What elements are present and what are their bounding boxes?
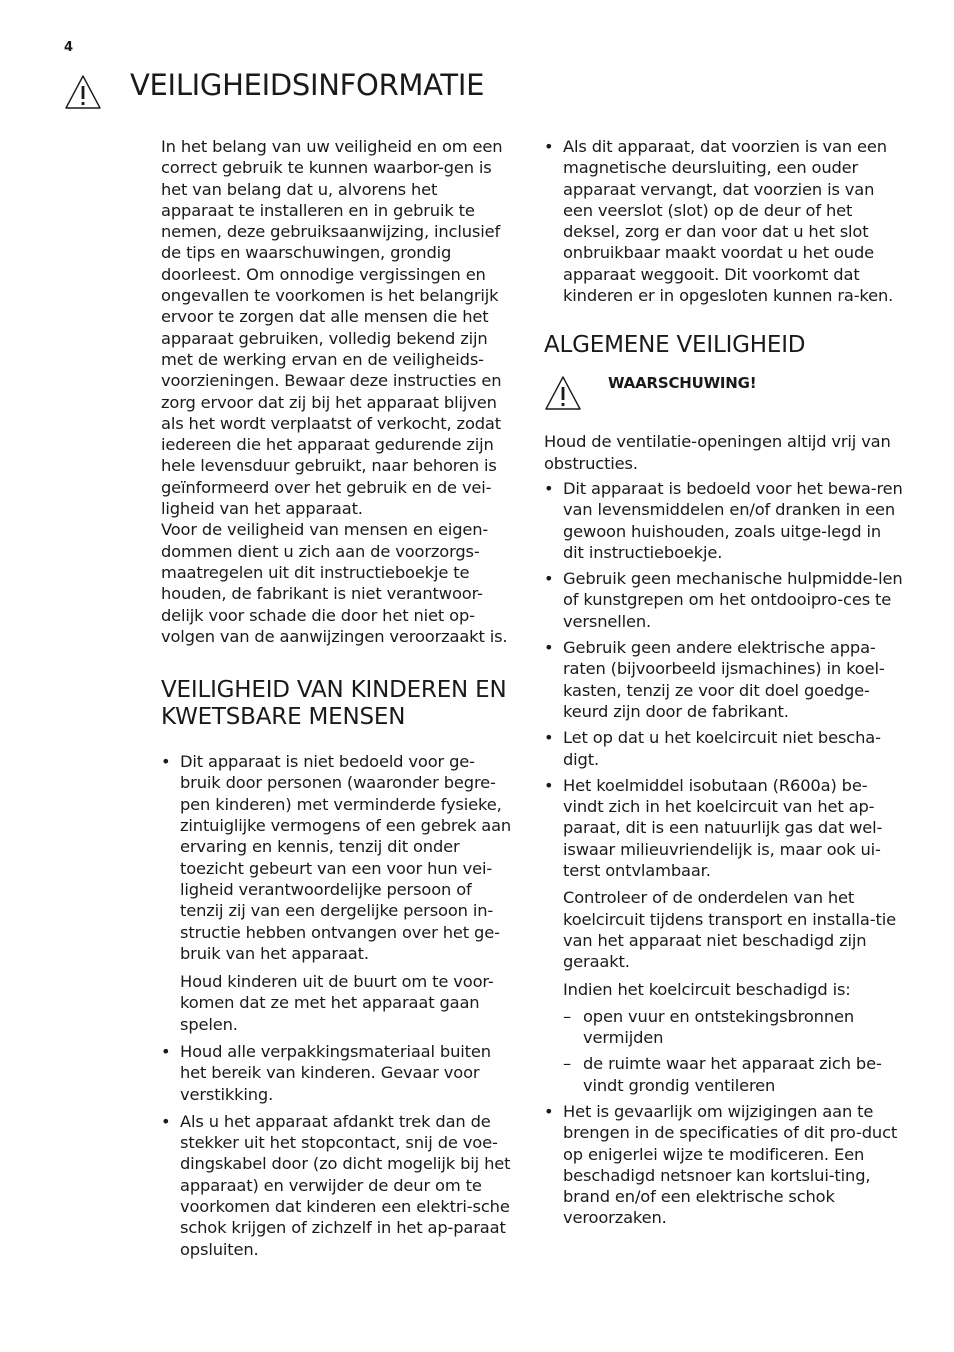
list-item-text: • Dit apparaat is niet bedoeld voor ge-bruik door personen (waaronder begre-pen kinderen) met verminderde fysieke, zintuiglijke vermogens of een gebrek aan ervaring en kennis, tenzij dit onder toezicht gebeurt van een voor hun vei-ligheid verantwoordelijke persoon of tenzij zij van een dergelijke persoon in-structie hebben ontvangen over het ge-bruik van het apparaat.: [180, 752, 512, 963]
list-item: [544, 568, 904, 632]
warning-notice: [544, 375, 904, 421]
list-item-text: • Let op dat u het koelcircuit niet bescha-digt.: [563, 728, 881, 769]
list-item-extra: Controleer of de onderdelen van het koelcircuit tijdens transport en installa-tie van het apparaat niet beschadigd zijn geraakt.: [563, 888, 896, 972]
right-column: [544, 136, 904, 1229]
warning-triangle-icon: [544, 375, 582, 411]
children-section-heading: VEILIGHEID VAN KINDEREN EN KWETSBARE MENSEN: [161, 677, 507, 731]
list-item-text: • Als u het apparaat afdankt trek dan de stekker uit het stopcontact, snij de voe-dingskabel door (zo dicht mogelijk bij het apparaat) en verwijder de deur om te voorkomen dat kinderen een elektri-sche schok krijgen of zichzelf in het ap-paraat opsluiten.: [180, 1111, 511, 1259]
children-safety-list: [161, 751, 513, 1260]
page-number: 4: [64, 40, 74, 55]
dash-list: [563, 1006, 904, 1096]
list-item: [544, 727, 904, 770]
list-item-text: • Het koelmiddel isobutaan (R600a) be-vindt zich in het koelcircuit van het ap-paraat, dit is een natuurlijk gas dat wel-iswaar milieuvriendelijk is, maar ook ui-terst ontvlambaar.: [563, 775, 883, 881]
list-item: [544, 1101, 904, 1229]
dash-item: [563, 1053, 904, 1096]
list-item-text: • Gebruik geen mechanische hulpmidde-len of kunstgrepen om het ontdooipro-ces te versnellen.: [563, 569, 903, 631]
list-item: [161, 1041, 513, 1105]
list-item: [544, 775, 904, 1096]
list-item: [161, 751, 513, 1035]
list-item: [161, 1111, 513, 1260]
general-safety-list: [544, 478, 904, 1229]
dash-item-text: open vuur en ontstekingsbronnen vermijden: [583, 1006, 855, 1048]
page-title: VEILIGHEIDSINFORMATIE: [130, 68, 485, 102]
list-item: [544, 136, 904, 306]
dash-item: [563, 1006, 904, 1049]
general-section-heading: ALGEMENE VEILIGHEID: [544, 332, 806, 359]
list-item-extra: Indien het koelcircuit beschadigd is:: [563, 979, 851, 999]
general-intro: Houd de ventilatie-openingen altijd vrij van obstructies.: [544, 432, 891, 473]
intro-paragraph: In het belang van uw veiligheid en om een correct gebruik te kunnen waarbor-gen is het van belang dat u, alvorens het apparaat te installeren en in gebruik te nemen, deze gebruiksaanwijzing, inclusief de tips en waarschuwingen, grondig doorleest. Om onnodige vergissingen en ongevallen te voorkomen is het belangrijk ervoor te zorgen dat alle mensen die het apparaat gebruiken, volledig bekend zijn met de werking ervan en de veiligheids-voorzieningen. Bewaar deze instructies en zorg ervoor dat zij bij het apparaat blijven als het wordt verplaatst of verkocht, zodat iedereen die het apparaat gedurende zijn hele levensduur gebruikt, naar behoren is geïnformeerd over het gebruik en de vei-ligheid van het apparaat.: [161, 137, 503, 519]
dash-item-text: de ruimte waar het apparaat zich be-vindt grondig ventileren: [583, 1054, 882, 1095]
children-safety-list-continued: [544, 136, 904, 306]
list-item-text: • Houd alle verpakkingsmateriaal buiten het bereik van kinderen. Gevaar voor verstikking.: [180, 1041, 491, 1104]
left-column: [161, 136, 513, 1260]
list-item-text: • Als dit apparaat, dat voorzien is van een magnetische deursluiting, een ouder apparaat vervangt, dat voorzien is van een veerslot (slot) op de deur of het deksel, zorg er dan voor dat u het slot onbruikbaar maakt voordat u het oude apparaat weggooit. Dit voorkomt dat kinderen er in opgesloten kunnen ra-ken.: [563, 137, 894, 306]
list-item-extra: Houd kinderen uit de buurt om te voor-komen dat ze met het apparaat gaan spelen.: [180, 972, 494, 1034]
intro-paragraph: Voor de veiligheid van mensen en eigen-dommen dient u zich aan de voorzorgs-maatregelen uit dit instructieboekje te houden, de fabrikant is niet verantwoor-delijk voor schade die door het niet op-volgen van de aanwijzingen veroorzaakt is.: [161, 520, 508, 646]
warning-label: WAARSCHUWING!: [608, 374, 757, 393]
list-item: [544, 637, 904, 722]
warning-triangle-icon: [64, 74, 102, 110]
list-item-text: • Het is gevaarlijk om wijzigingen aan te brengen in de specificaties of dit pro-duct op enigerlei wijze te modificeren. Een beschadigd netsnoer kan kortslui-ting, brand en/of een elektrische schok veroorzaken.: [563, 1101, 898, 1228]
list-item-text: • Gebruik geen andere elektrische appa-raten (bijvoorbeeld ijsmachines) in koel-kasten, tenzij ze voor dit doel goedge-keurd zijn door de fabrikant.: [563, 638, 885, 721]
list-item-text: • Dit apparaat is bedoeld voor het bewa-ren van levensmiddelen en/of dranken in een gewoon huishouden, zoals uitge-legd in dit instructieboekje.: [563, 478, 903, 562]
list-item: [544, 478, 904, 563]
